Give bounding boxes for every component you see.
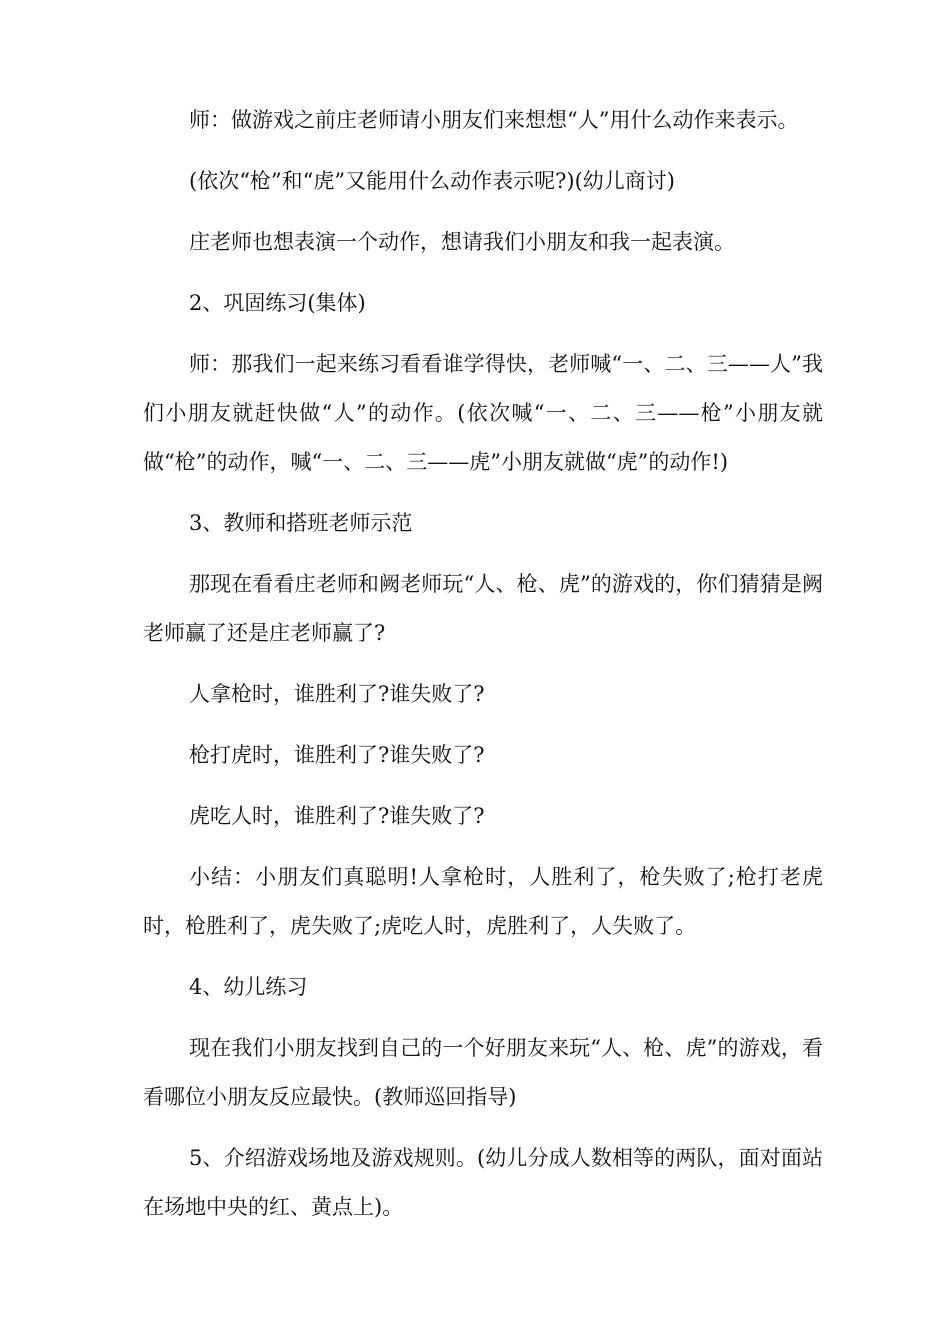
section-heading-practice: 2、巩固练习(集体) [189, 291, 366, 315]
question-person-gun: 人拿枪时，谁胜利了?谁失败了? [189, 682, 485, 706]
question-gun-tiger: 枪打虎时，谁胜利了?谁失败了? [189, 743, 485, 767]
paragraph-demo-question: 那现在看看庄老师和阙老师玩“人、枪、虎”的游戏的，你们猜猜是阙老师赢了还是庄老师赢了? [143, 572, 823, 645]
question-tiger-person: 虎吃人时，谁胜利了?谁失败了? [189, 804, 485, 828]
paragraph-practice-instructions: 师：那我们一起来练习看看谁学得快，老师喊“一、二、三——人”我们小朋友就赶快做“人”的动作。(依次喊“一、二、三——枪”小朋友就做“枪”的动作，喊“一、二、三——虎”小朋友就做“虎”的动作!) [143, 352, 823, 474]
document-body [143, 96, 823, 1244]
paragraph-discussion: (依次“枪”和“虎”又能用什么动作表示呢?)(幼儿商讨) [189, 169, 675, 193]
section-heading-demo: 3、教师和搭班老师示范 [189, 511, 413, 535]
section-heading-child-practice: 4、幼儿练习 [189, 975, 308, 999]
paragraph-game-rules: 5、介绍游戏场地及游戏规则。(幼儿分成人数相等的两队，面对面站在场地中央的红、黄点上)。 [143, 1146, 823, 1219]
paragraph-teacher-perform: 庄老师也想表演一个动作，想请我们小朋友和我一起表演。 [189, 230, 735, 254]
paragraph-teacher-intro: 师：做游戏之前庄老师请小朋友们来想想“人”用什么动作来表示。 [189, 108, 799, 132]
paragraph-summary: 小结：小朋友们真聪明!人拿枪时，人胜利了，枪失败了;枪打老虎时，枪胜利了，虎失败了;虎吃人时，虎胜利了，人失败了。 [143, 865, 823, 938]
paragraph-child-practice: 现在我们小朋友找到自己的一个好朋友来玩“人、枪、虎”的游戏，看看哪位小朋友反应最快。(教师巡回指导) [143, 1036, 823, 1109]
